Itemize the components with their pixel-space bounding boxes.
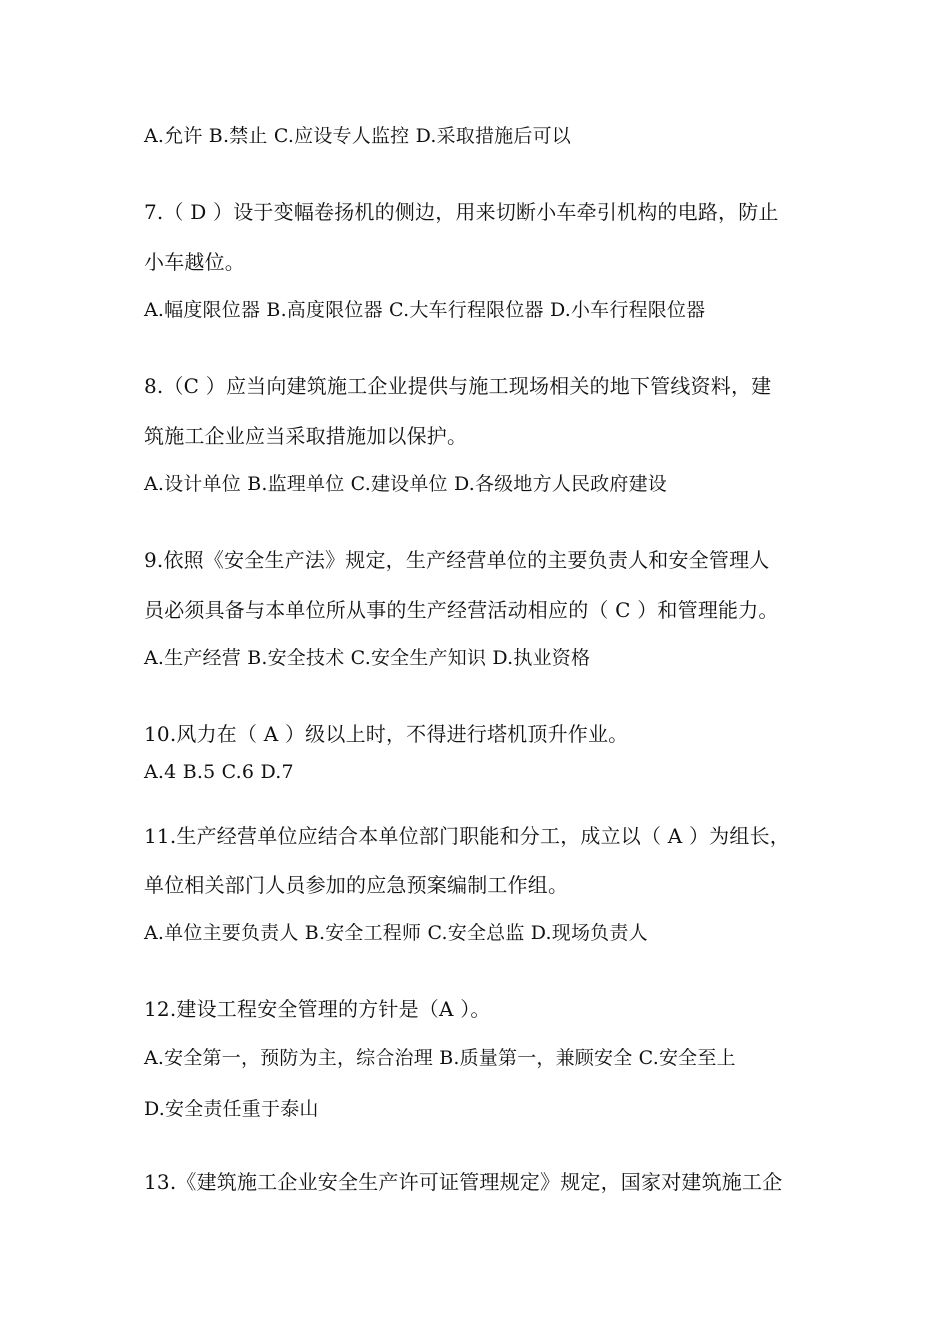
q7-text-line1: 7.（ D ）设于变幅卷扬机的侧边，用来切断小车牵引机构的电路，防止 <box>144 200 779 224</box>
q10-text: 10.风力在（ A ）级以上时，不得进行塔机顶升作业。 <box>144 722 629 746</box>
q11-text-line2: 单位相关部门人员参加的应急预案编制工作组。 <box>144 873 569 897</box>
q8-text-line2: 筑施工企业应当采取措施加以保护。 <box>144 424 468 448</box>
q12-options-line1: A.安全第一，预防为主，综合治理 B.质量第一，兼顾安全 C.安全至上 <box>144 1047 736 1069</box>
q13-text-line1: 13.《建筑施工企业安全生产许可证管理规定》规定，国家对建筑施工企 <box>144 1170 783 1194</box>
q11-options: A.单位主要负责人 B.安全工程师 C.安全总监 D.现场负责人 <box>144 922 648 944</box>
q12-options-line2: D.安全责任重于泰山 <box>144 1098 319 1120</box>
q7-text-line2: 小车越位。 <box>144 250 245 274</box>
q7-options: A.幅度限位器 B.高度限位器 C.大车行程限位器 D.小车行程限位器 <box>144 299 706 321</box>
q9-text-line1: 9.依照《安全生产法》规定，生产经营单位的主要负责人和安全管理人 <box>144 548 770 572</box>
q8-options: A.设计单位 B.监理单位 C.建设单位 D.各级地方人民政府建设 <box>144 473 667 495</box>
q10-options: A.4 B.5 C.6 D.7 <box>144 761 294 783</box>
q9-text-line2: 员必须具备与本单位所从事的生产经营活动相应的（ C ）和管理能力。 <box>144 598 779 622</box>
q11-text-line1: 11.生产经营单位应结合本单位部门职能和分工，成立以（ A ）为组长， <box>144 824 790 848</box>
q9-options: A.生产经营 B.安全技术 C.安全生产知识 D.执业资格 <box>144 647 591 669</box>
q6-options: A.允许 B.禁止 C.应设专人监控 D.采取措施后可以 <box>144 125 571 147</box>
q8-text-line1: 8.（C ）应当向建筑施工企业提供与施工现场相关的地下管线资料，建 <box>144 374 772 398</box>
q12-text: 12.建设工程安全管理的方针是（A ）。 <box>144 997 491 1021</box>
